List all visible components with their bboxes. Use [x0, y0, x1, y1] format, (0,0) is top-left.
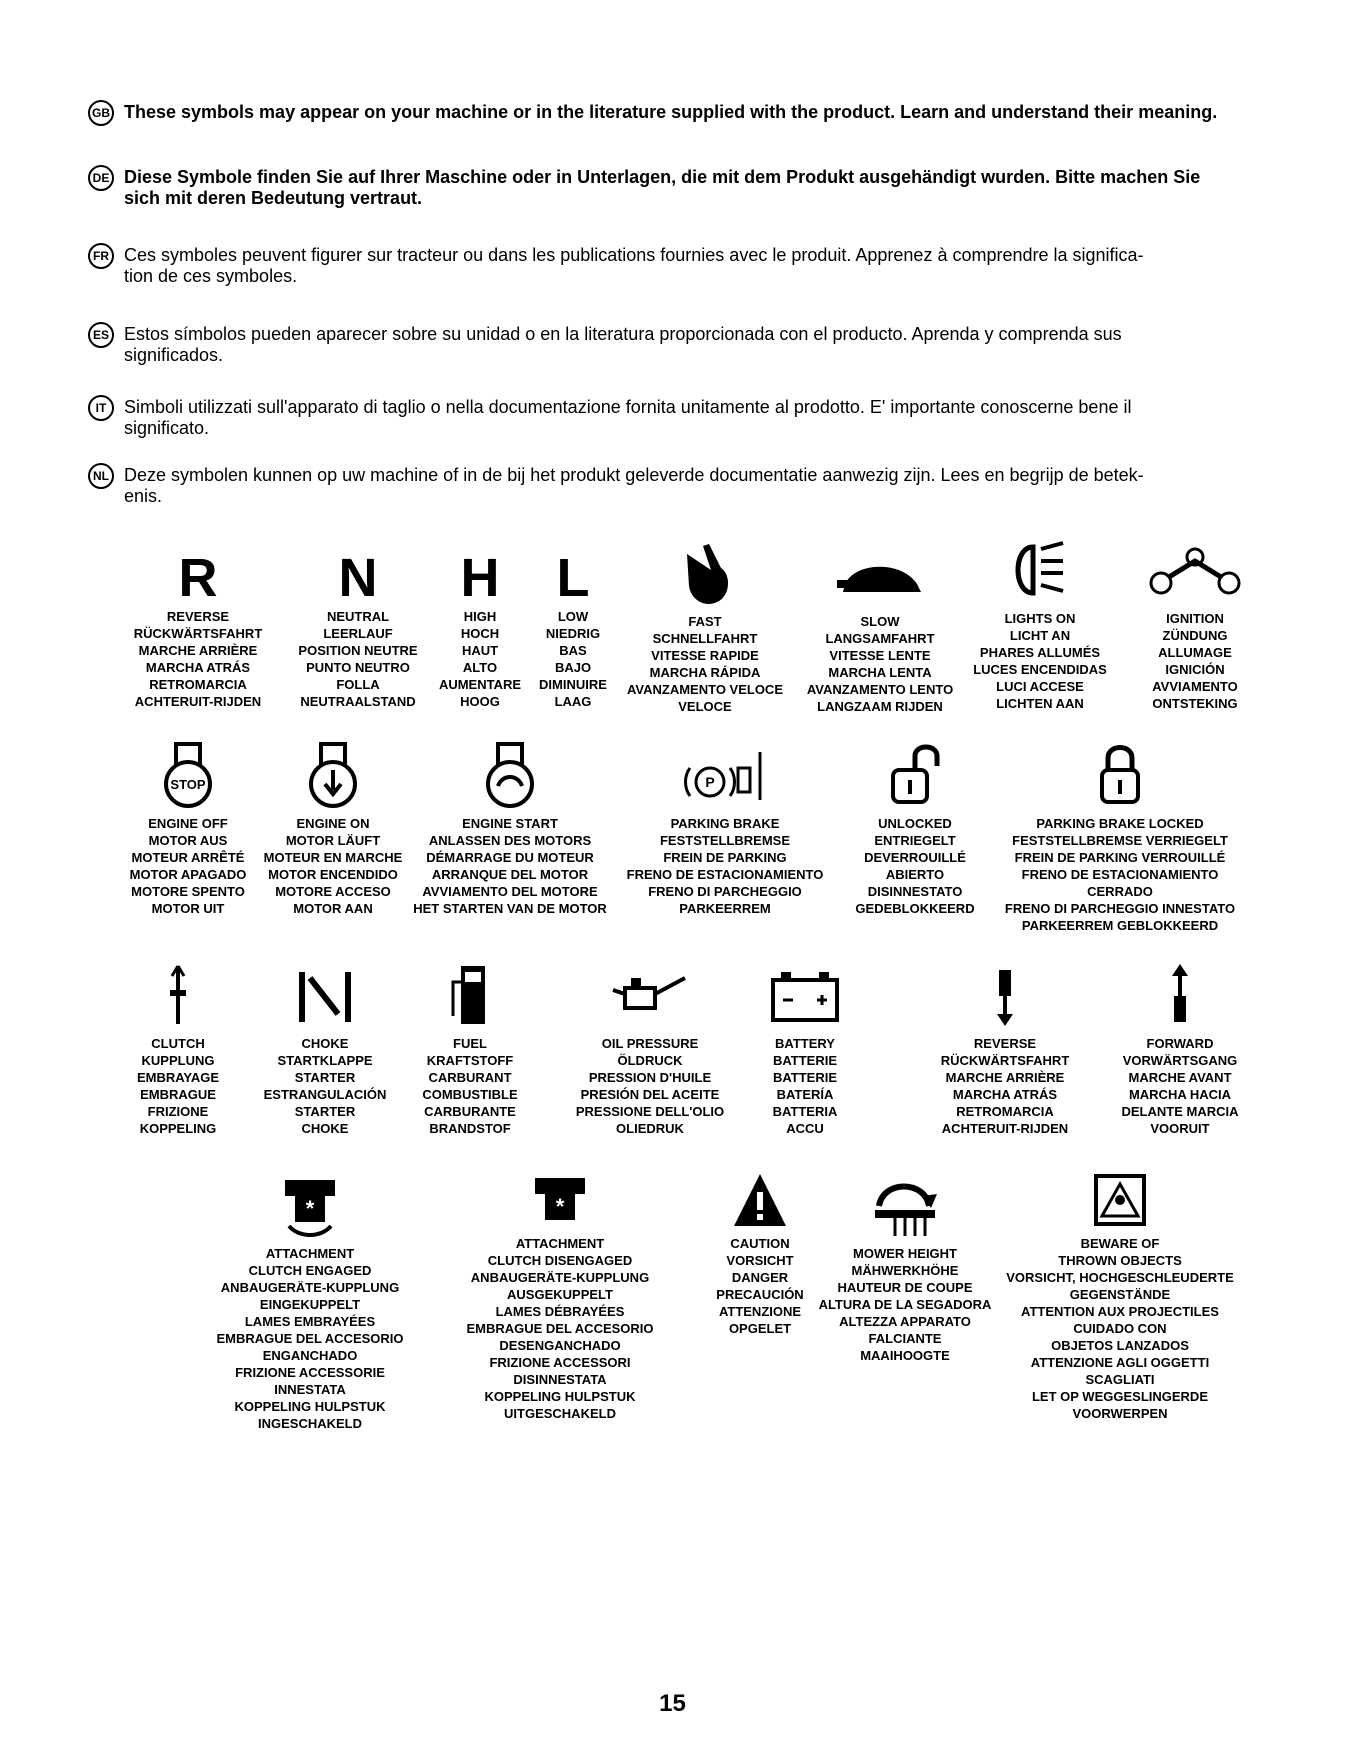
symbol-engine-off — [118, 740, 258, 917]
parking-brake-locked-label: PARKING BRAKE LOCKED FESTSTELLBREMSE VERRIEGELT FREIN DE PARKING VERROUILLÉ FRENO DE ESTACIONAMIENTO CERRADO FRENO DI PARCHEGGIO INNESTATO PARKEERREM GEBLOKKEERD — [1004, 816, 1236, 933]
intro-de — [88, 167, 1268, 209]
page-number: 15 — [659, 1690, 686, 1717]
symbol-lights — [965, 535, 1115, 712]
nl-badge: NL — [88, 463, 114, 489]
symbol-fuel — [405, 960, 535, 1137]
parking-brake-icon — [680, 740, 770, 810]
svg-text:*: * — [305, 1196, 315, 1221]
symbol-unlocked — [840, 740, 990, 917]
thrown-objects-label: BEWARE OF THROWN OBJECTS VORSICHT, HOCHGESCHLEUDERTE GEGENSTÄNDE ATTENTION AUX PROJECTILES CUIDADO CON OBJETOS LANZADOS ATTENZIONE AGLI OGGETTI SCAGLIATI LET OP WEGGESLINGERDE VOORWERPEN — [1006, 1236, 1234, 1421]
intro-text: Estos símbolos pueden aparecer sobre su unidad o en la literatura proporcionada con el producto. Aprenda y comprenda sus — [124, 324, 1122, 344]
battery-label: BATTERY BATTERIE BATTERIE BATERÍA BATTERIA ACCU — [772, 1036, 838, 1136]
mower-height-label: MOWER HEIGHT MÄHWERKHÖHE HAUTEUR DE COUPE ALTURA DE LA SEGADORA ALTEZZA APPARATO FALCIANTE MAAIHOOGTE — [818, 1246, 992, 1363]
symbol-mower-height — [805, 1170, 1005, 1364]
symbol-clutch — [118, 960, 238, 1137]
de-badge: DE — [88, 165, 114, 191]
oil-pressure-label: OIL PRESSURE ÖLDRUCK PRESSION D'HUILE PRESIÓN DEL ACEITE PRESSIONE DELL'OLIO OLIEDRUK — [575, 1036, 725, 1136]
intro-text: tion de ces symboles. — [124, 266, 298, 286]
reverse-label: REVERSE RÜCKWÄRTSFAHRT MARCHE ARRIÈRE MARCHA ATRÁS RETROMARCIA ACHTERUIT-RIJDEN — [940, 1036, 1070, 1136]
engine-start-label: ENGINE START ANLASSEN DES MOTORS DÉMARRAGE DU MOTEUR ARRANQUE DEL MOTOR AVVIAMENTO DEL MOTORE HET STARTEN VAN DE MOTOR — [413, 816, 607, 916]
choke-icon — [290, 960, 360, 1030]
turtle-icon — [835, 540, 925, 608]
symbol-oil-pressure — [555, 960, 745, 1137]
symbol-parking-brake — [620, 740, 830, 917]
intro-text: Deze symbolen kunnen op uw machine of in de bij het produkt geleverde documentatie aanwezig zijn. Lees en begrijp de betek- — [124, 465, 1144, 485]
caution-label: CAUTION VORSICHT DANGER PRECAUCIÓN ATTENZIONE OPGELET — [716, 1236, 804, 1336]
high-label: HIGH HOCH HAUT ALTO AUMENTARE HOOG — [438, 609, 522, 709]
lights-label: LIGHTS ON LICHT AN PHARES ALLUMÉS LUCES ENCENDIDAS LUCI ACCESE LICHTEN AAN — [973, 611, 1107, 711]
ignition-label: IGNITION ZÜNDUNG ALLUMAGE IGNICIÓN AVVIAMENTO ONTSTEKING — [1152, 611, 1238, 711]
intro-nl — [88, 465, 1268, 507]
locked-padlock-icon — [1090, 740, 1150, 810]
intro-it — [88, 397, 1268, 439]
svg-text:P: P — [705, 774, 715, 790]
symbol-reverse-arrow — [920, 960, 1090, 1137]
symbol-choke — [250, 960, 400, 1137]
fr-badge: FR — [88, 243, 114, 269]
ignition-icon — [1145, 545, 1245, 605]
intro-text: significato. — [124, 418, 210, 438]
reverse-letter: R — [178, 548, 218, 608]
symbol-fast — [615, 540, 795, 715]
intro-text: Diese Symbole finden Sie auf Ihrer Maschine oder in Unterlagen, die mit dem Produkt ausgehändigt wurden. Bitte machen Sie — [124, 167, 1201, 187]
choke-label: CHOKE STARTKLAPPE STARTER ESTRANGULACIÓN STARTER CHOKE — [263, 1036, 387, 1136]
engine-on-label: ENGINE ON MOTOR LÄUFT MOTEUR EN MARCHE MOTOR ENCENDIDO MOTORE ACCESO MOTOR AAN — [263, 816, 403, 916]
symbol-engine-start — [410, 740, 610, 917]
battery-icon — [765, 960, 845, 1030]
low-letter: L — [556, 548, 590, 608]
svg-text:*: * — [555, 1194, 565, 1219]
it-badge: IT — [88, 395, 114, 421]
engine-off-label: ENGINE OFF MOTOR AUS MOTEUR ARRÊTÉ MOTOR APAGADO MOTORE SPENTO MOTOR UIT — [129, 816, 247, 916]
fuel-pump-icon — [445, 960, 495, 1030]
unlocked-label: UNLOCKED ENTRIEGELT DEVERROUILLÉ ABIERTO DISINNESTATO GEDEBLOKKEERD — [855, 816, 975, 916]
symbol-attachment-disengaged — [450, 1170, 670, 1422]
engine-start-icon — [480, 740, 540, 810]
neutral-label: NEUTRAL LEERLAUF POSITION NEUTRE PUNTO NEUTRO FOLLA NEUTRAALSTAND — [298, 609, 418, 709]
intro-text: significados. — [124, 345, 224, 365]
intro-text: sich mit deren Bedeutung vertraut. — [124, 188, 423, 208]
thrown-objects-icon — [1090, 1170, 1150, 1230]
low-label: LOW NIEDRIG BAS BAJO DIMINUIRE LAAG — [539, 609, 607, 709]
symbol-neutral — [278, 548, 438, 710]
intro-gb — [88, 102, 1268, 123]
mower-height-icon — [865, 1170, 945, 1240]
fast-label: FAST SCHNELLFAHRT VITESSE RAPIDE MARCHA RÁPIDA AVANZAMENTO VELOCE VELOCE — [626, 614, 783, 714]
attachment-engaged-icon — [275, 1170, 345, 1240]
down-arrow-icon — [985, 960, 1025, 1030]
warning-triangle-icon — [730, 1170, 790, 1230]
intro-fr — [88, 245, 1268, 287]
intro-text: Simboli utilizzati sull'apparato di taglio o nella documentazione fornita unitamente al prodotto. E' importante conoscerne bene il — [124, 397, 1132, 417]
oil-can-icon — [605, 960, 695, 1030]
intro-text: These symbols may appear on your machine or in the literature supplied with the product. Learn and understand their meaning. — [124, 102, 1218, 122]
high-letter: H — [460, 548, 500, 608]
engine-off-icon — [158, 740, 218, 810]
symbol-parking-brake-locked — [990, 740, 1250, 934]
gb-badge: GB — [88, 100, 114, 126]
attachment-engaged-label: ATTACHMENT CLUTCH ENGAGED ANBAUGERÄTE-KUPPLUNG EINGEKUPPELT LAMES EMBRAYÉES EMBRAGUE DEL ACCESORIO ENGANCHADO FRIZIONE ACCESSORIE INNESTATA KOPPELING HULPSTUK INGESCHAKELD — [216, 1246, 404, 1431]
engine-on-icon — [303, 740, 363, 810]
symbol-reverse — [118, 548, 278, 710]
neutral-letter: N — [338, 548, 378, 608]
es-badge: ES — [88, 322, 114, 348]
stop-text: STOP — [170, 777, 206, 792]
symbol-slow — [790, 540, 970, 715]
attachment-disengaged-label: ATTACHMENT CLUTCH DISENGAGED ANBAUGERÄTE-KUPPLUNG AUSGEKUPPELT LAMES DÉBRAYÉES EMBRAGUE DEL ACCESORIO DESENGANCHADO FRIZIONE ACCESSORI DISINNESTATA KOPPELING HULPSTUK UITGESCHAKELD — [466, 1236, 654, 1421]
symbol-attachment-engaged — [200, 1170, 420, 1432]
rabbit-icon — [675, 540, 735, 608]
unlocked-padlock-icon — [885, 740, 945, 810]
parking-brake-label: PARKING BRAKE FESTSTELLBREMSE FREIN DE PARKING FRENO DE ESTACIONAMIENTO FRENO DI PARCHEGGIO PARKEERREM — [626, 816, 824, 916]
intro-text: Ces symboles peuvent figurer sur tracteur ou dans les publications fournies avec le produit. Apprenez à comprendre la significa- — [124, 245, 1144, 265]
intro-es — [88, 324, 1268, 366]
symbol-thrown-objects — [1005, 1170, 1235, 1422]
symbol-engine-on — [258, 740, 408, 917]
reverse-label: REVERSE RÜCKWÄRTSFAHRT MARCHE ARRIÈRE MARCHA ATRÁS RETROMARCIA ACHTERUIT-RIJDEN — [133, 609, 263, 709]
symbol-high — [430, 548, 530, 710]
attachment-disengaged-icon — [525, 1170, 595, 1230]
fuel-label: FUEL KRAFTSTOFF CARBURANT COMBUSTIBLE CARBURANTE BRANDSTOF — [422, 1036, 518, 1136]
up-arrow-icon — [1160, 960, 1200, 1030]
symbol-low — [523, 548, 623, 710]
slow-label: SLOW LANGSAMFAHRT VITESSE LENTE MARCHA LENTA AVANZAMENTO LENTO LANGZAAM RIJDEN — [806, 614, 954, 714]
clutch-icon — [158, 960, 198, 1030]
headlight-icon — [1005, 535, 1075, 605]
symbol-battery — [745, 960, 865, 1137]
symbol-ignition — [1120, 545, 1270, 712]
intro-text: enis. — [124, 486, 163, 506]
forward-label: FORWARD VORWÄRTSGANG MARCHE AVANT MARCHA HACIA DELANTE MARCIA VOORUIT — [1121, 1036, 1239, 1136]
clutch-label: CLUTCH KUPPLUNG EMBRAYAGE EMBRAGUE FRIZIONE KOPPELING — [136, 1036, 220, 1136]
symbol-forward — [1100, 960, 1260, 1137]
